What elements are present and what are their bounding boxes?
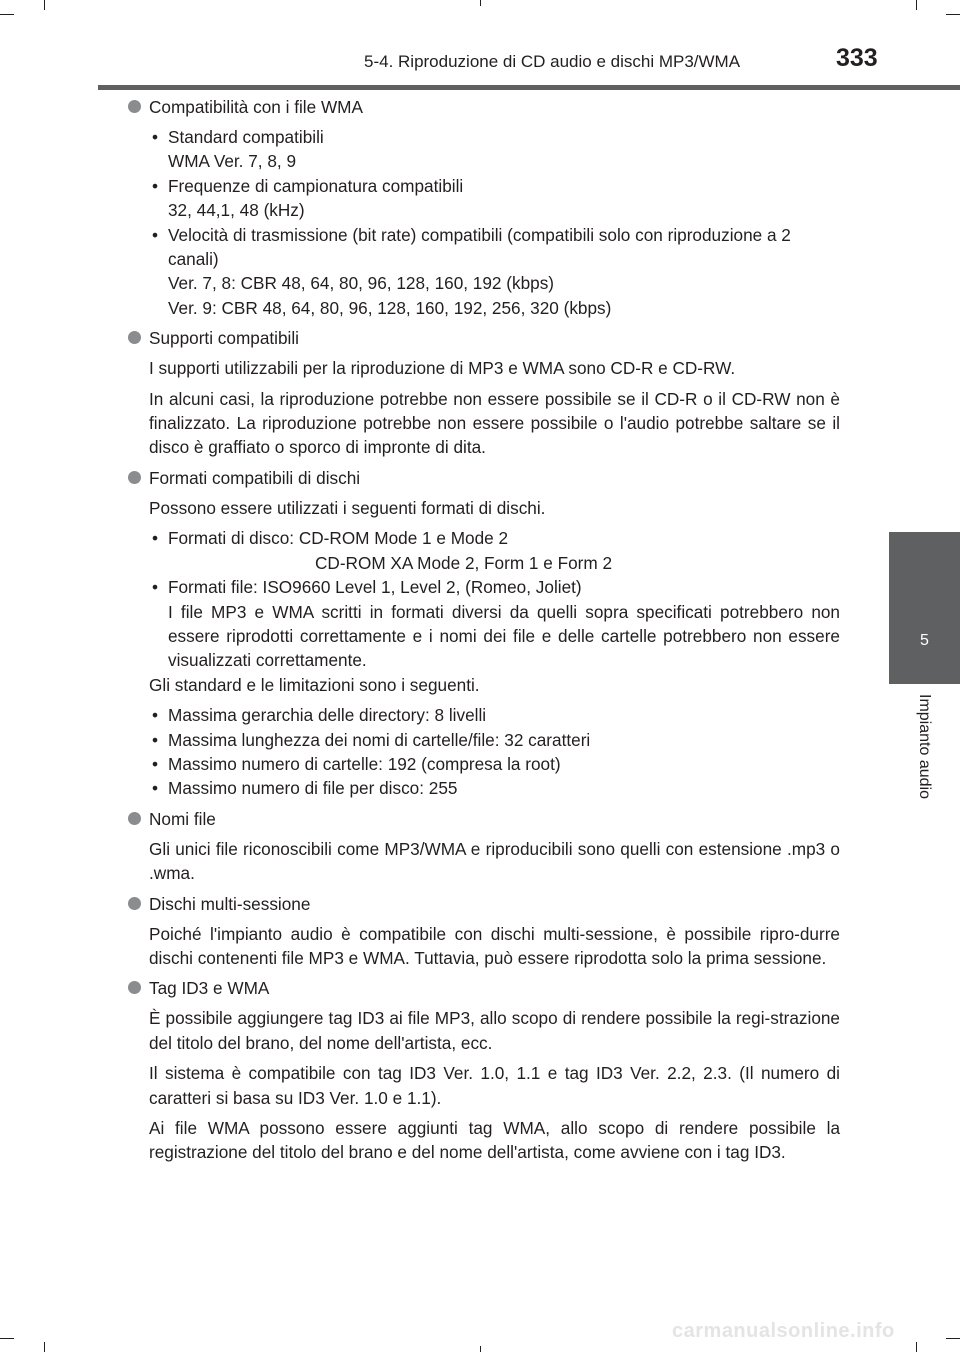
paragraph: Il sistema è compatibile con tag ID3 Ver. 1.0, 1.1 e tag ID3 Ver. 2.2, 2.3. (Il numero di caratteri si basa su ID3 Ver. 1.0 e 1.1). — [149, 1063, 840, 1108]
chapter-label — [912, 694, 936, 854]
section-tags — [128, 976, 840, 1164]
crop-mark — [44, 1342, 45, 1352]
section-heading: Supporti compatibili — [149, 328, 299, 349]
list-item-detail: Ver. 9: CBR 48, 64, 80, 96, 128, 160, 192, 256, 320 (kbps) — [168, 297, 612, 318]
page-number: 333 — [836, 44, 878, 72]
bullet-dot-icon — [128, 812, 141, 825]
section-heading: Formati compatibili di dischi — [149, 467, 361, 488]
chapter-label-text: Impianto audio — [916, 694, 933, 799]
section-formats — [128, 466, 840, 801]
crop-mark — [946, 1338, 960, 1339]
header-rule — [98, 85, 960, 90]
crop-mark — [0, 1338, 14, 1339]
bullet-dot-icon — [128, 100, 141, 113]
list-item: • Frequenze di campionatura compatibili — [149, 174, 840, 198]
paragraph: Possono essere utilizzati i seguenti formati di dischi. — [149, 497, 546, 518]
chapter-number: 5 — [920, 632, 929, 649]
list-item: • Formati file: ISO9660 Level 1, Level 2, (Romeo, Joliet) — [149, 575, 840, 599]
list-item: • Velocità di trasmissione (bit rate) compatibili (compatibili solo con riproduzione a 2 canali) — [149, 223, 840, 272]
section-wma — [128, 95, 840, 320]
section-multi — [128, 892, 840, 971]
crop-mark — [480, 1346, 481, 1352]
list-item-detail: CD-ROM XA Mode 2, Form 1 e Form 2 — [315, 552, 613, 573]
list-item: • Massima gerarchia delle directory: 8 livelli — [149, 703, 840, 727]
paragraph: I supporti utilizzabili per la riproduzione di MP3 e WMA sono CD-R e CD-RW. — [149, 358, 736, 379]
paragraph: Ai file WMA possono essere aggiunti tag WMA, allo scopo di rendere possibile la registrazione del titolo del brano e del nome dell'artista, come avviene con i tag ID3. — [149, 1118, 840, 1163]
page-content — [128, 95, 840, 1171]
crop-mark — [916, 0, 917, 10]
bullet-dot-icon — [128, 981, 141, 994]
list-item-detail: 32, 44,1, 48 (kHz) — [168, 200, 305, 221]
list-item: • Massimo numero di cartelle: 192 (compresa la root) — [149, 752, 840, 776]
section-heading: Nomi file — [149, 808, 216, 829]
chapter-tab — [889, 532, 960, 684]
crop-mark — [946, 14, 960, 15]
list-item-detail: I file MP3 e WMA scritti in formati diversi da quelli sopra specificati potrebbero non essere riprodotti correttamente e i nomi dei file e delle cartelle potrebbero non essere visualizzati correttamente. — [168, 601, 840, 671]
section-media — [128, 326, 840, 460]
list-item: • Massimo numero di file per disco: 255 — [149, 776, 840, 800]
section-heading: Compatibilità con i file WMA — [149, 97, 363, 117]
paragraph: Gli unici file riconoscibili come MP3/WMA e riproducibili sono quelli con estensione .mp3 o .wma. — [149, 838, 840, 884]
section-heading: Dischi multi-sessione — [149, 893, 311, 914]
paragraph: Poiché l'impianto audio è compatibile con dischi multi-sessione, è possibile ripro-durre dischi contenenti file MP3 e WMA. Tuttavia, può essere riprodotta solo la prima sessione. — [149, 923, 840, 968]
section-title: 5-4. Riproduzione di CD audio e dischi MP3/WMA — [364, 52, 741, 71]
paragraph: In alcuni casi, la riproduzione potrebbe non essere possibile se il CD-R o il CD-RW non è finalizzato. La riproduzione potrebbe non essere possibile o l'audio potrebbe saltare se il disco è graffiato o sporco di impronte di dita. — [149, 388, 840, 458]
crop-mark — [0, 14, 14, 15]
paragraph: Gli standard e le limitazioni sono i seguenti. — [149, 674, 480, 695]
section-names — [128, 807, 840, 886]
list-item: • Formati di disco: CD-ROM Mode 1 e Mode 2 — [149, 526, 840, 550]
section-heading: Tag ID3 e WMA — [149, 978, 270, 999]
bullet-dot-icon — [128, 331, 141, 344]
list-item: • Standard compatibili — [149, 125, 840, 149]
list-item-detail: Ver. 7, 8: CBR 48, 64, 80, 96, 128, 160, 192 (kbps) — [168, 273, 555, 294]
watermark: carmanualsonline.info — [672, 1320, 895, 1342]
paragraph: È possibile aggiungere tag ID3 ai file MP3, allo scopo di rendere possibile la regi-strazione del titolo del brano, del nome dell'artista, ecc. — [149, 1008, 840, 1053]
crop-mark — [480, 0, 481, 6]
bullet-dot-icon — [128, 897, 141, 910]
crop-mark — [916, 1342, 917, 1352]
list-item-detail: WMA Ver. 7, 8, 9 — [168, 151, 297, 172]
crop-mark — [44, 0, 45, 10]
list-item: • Massima lunghezza dei nomi di cartelle/file: 32 caratteri — [149, 728, 840, 752]
bullet-dot-icon — [128, 471, 141, 484]
